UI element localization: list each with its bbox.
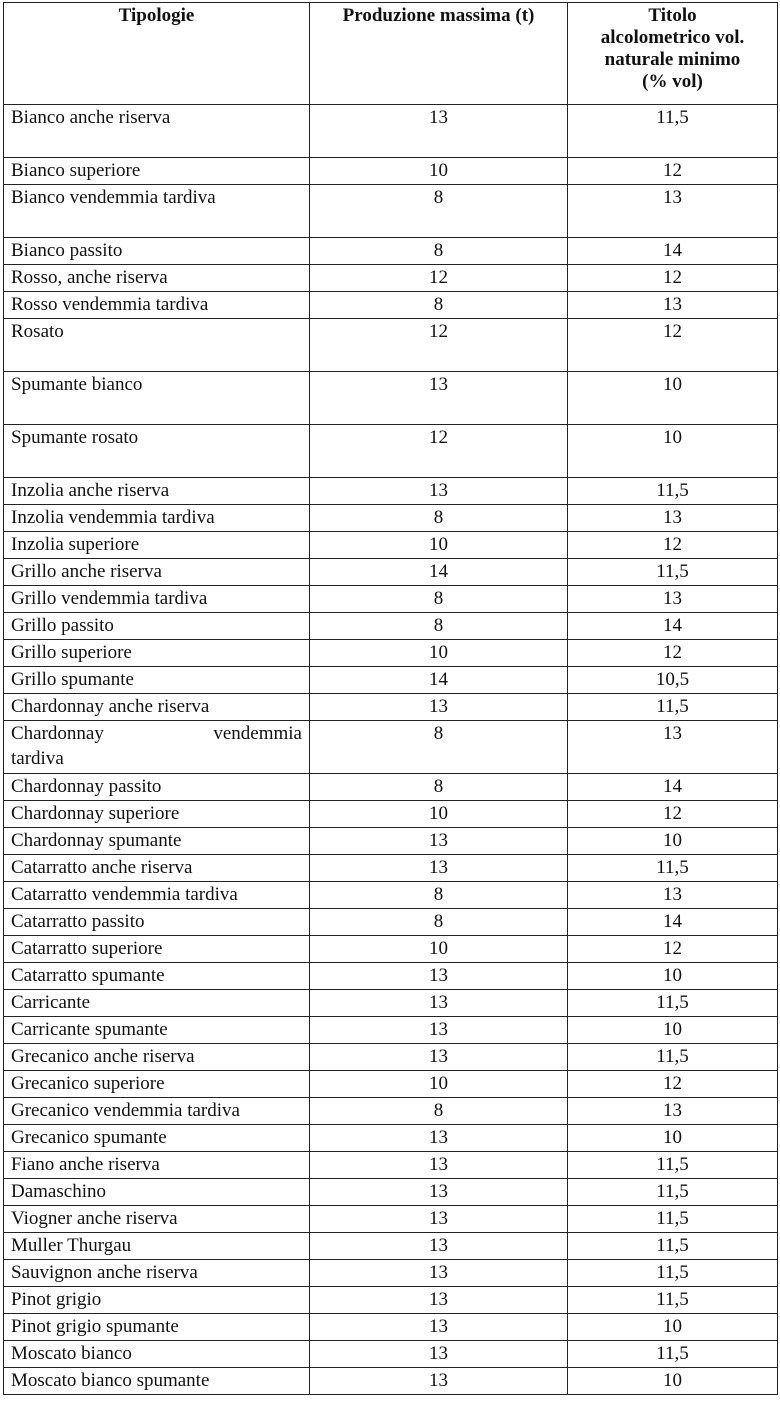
table-row — [4, 1314, 778, 1341]
cell-titolo: 11,5 — [568, 1287, 778, 1314]
cell-produzione: 8 — [310, 721, 568, 774]
cell-titolo: 10,5 — [568, 667, 778, 694]
cell-produzione: 8 — [310, 774, 568, 801]
cell-titolo: 11,5 — [568, 1233, 778, 1260]
cell-tipologia: Grecanico anche riserva — [4, 1044, 310, 1071]
table-row — [4, 1044, 778, 1071]
table-row — [4, 721, 778, 774]
cell-tipologia: Moscato bianco — [4, 1341, 310, 1368]
cell-tipologia: Carricante — [4, 990, 310, 1017]
cell-tipologia: Grecanico vendemmia tardiva — [4, 1098, 310, 1125]
wine-production-table — [3, 2, 778, 1395]
cell-tipologia: Chardonnay spumante — [4, 828, 310, 855]
cell-tipologia: Bianco superiore — [4, 158, 310, 185]
header-titolo — [568, 3, 778, 105]
cell-produzione: 13 — [310, 1341, 568, 1368]
cell-produzione: 13 — [310, 1287, 568, 1314]
table-row — [4, 613, 778, 640]
table-row — [4, 265, 778, 292]
table-row — [4, 1206, 778, 1233]
table-row — [4, 1098, 778, 1125]
cell-titolo: 10 — [568, 1314, 778, 1341]
cell-produzione: 13 — [310, 990, 568, 1017]
table-row — [4, 1368, 778, 1395]
header-titolo-line3: naturale minimo — [604, 49, 741, 70]
cell-produzione: 8 — [310, 238, 568, 265]
cell-produzione: 13 — [310, 1179, 568, 1206]
header-titolo-line2: alcolometrico vol. — [600, 27, 745, 48]
cell-tipologia: Chardonnay anche riserva — [4, 694, 310, 721]
cell-tipologia: Bianco anche riserva — [4, 105, 310, 158]
cell-titolo: 12 — [568, 265, 778, 292]
cell-titolo: 11,5 — [568, 990, 778, 1017]
table-row — [4, 694, 778, 721]
header-row — [4, 3, 778, 105]
cell-titolo: 10 — [568, 372, 778, 425]
cell-produzione: 10 — [310, 1071, 568, 1098]
cell-titolo: 10 — [568, 828, 778, 855]
cell-titolo: 12 — [568, 532, 778, 559]
cell-tipologia: Muller Thurgau — [4, 1233, 310, 1260]
cell-tipologia — [4, 721, 310, 774]
cell-titolo: 13 — [568, 586, 778, 613]
cell-produzione: 8 — [310, 505, 568, 532]
table-row — [4, 1125, 778, 1152]
cell-titolo: 11,5 — [568, 105, 778, 158]
cell-titolo: 11,5 — [568, 855, 778, 882]
cell-tipologia-line1: Chardonnay vendemmia — [11, 723, 302, 744]
cell-titolo: 11,5 — [568, 1341, 778, 1368]
cell-titolo: 14 — [568, 909, 778, 936]
cell-produzione: 13 — [310, 855, 568, 882]
cell-titolo: 12 — [568, 801, 778, 828]
cell-titolo: 10 — [568, 1017, 778, 1044]
table-row — [4, 774, 778, 801]
cell-tipologia: Catarratto anche riserva — [4, 855, 310, 882]
cell-produzione: 13 — [310, 1368, 568, 1395]
cell-produzione: 14 — [310, 559, 568, 586]
table-row — [4, 801, 778, 828]
cell-titolo: 11,5 — [568, 478, 778, 505]
table-row — [4, 372, 778, 425]
cell-titolo: 12 — [568, 1071, 778, 1098]
cell-produzione: 13 — [310, 1260, 568, 1287]
cell-produzione: 8 — [310, 292, 568, 319]
table-row — [4, 963, 778, 990]
table-row — [4, 425, 778, 478]
cell-tipologia: Inzolia superiore — [4, 532, 310, 559]
cell-produzione: 13 — [310, 372, 568, 425]
table-row — [4, 319, 778, 372]
cell-tipologia: Sauvignon anche riserva — [4, 1260, 310, 1287]
cell-produzione: 13 — [310, 1233, 568, 1260]
cell-titolo: 10 — [568, 425, 778, 478]
cell-titolo: 13 — [568, 882, 778, 909]
cell-produzione: 13 — [310, 963, 568, 990]
cell-tipologia: Viogner anche riserva — [4, 1206, 310, 1233]
cell-tipologia: Grillo anche riserva — [4, 559, 310, 586]
cell-produzione: 14 — [310, 667, 568, 694]
cell-titolo: 10 — [568, 1125, 778, 1152]
cell-titolo: 12 — [568, 319, 778, 372]
cell-titolo: 11,5 — [568, 1179, 778, 1206]
cell-tipologia: Grecanico spumante — [4, 1125, 310, 1152]
cell-tipologia: Moscato bianco spumante — [4, 1368, 310, 1395]
cell-titolo: 11,5 — [568, 559, 778, 586]
cell-produzione: 10 — [310, 936, 568, 963]
cell-produzione: 10 — [310, 532, 568, 559]
table-row — [4, 105, 778, 158]
cell-tipologia: Catarratto vendemmia tardiva — [4, 882, 310, 909]
cell-tipologia: Bianco passito — [4, 238, 310, 265]
cell-produzione: 13 — [310, 1206, 568, 1233]
cell-titolo: 11,5 — [568, 1044, 778, 1071]
cell-titolo: 11,5 — [568, 1152, 778, 1179]
cell-tipologia: Grillo vendemmia tardiva — [4, 586, 310, 613]
table-row — [4, 1287, 778, 1314]
table-row — [4, 1233, 778, 1260]
table-row — [4, 185, 778, 238]
table-row — [4, 478, 778, 505]
cell-tipologia: Catarratto superiore — [4, 936, 310, 963]
cell-produzione: 13 — [310, 1152, 568, 1179]
cell-tipologia: Grecanico superiore — [4, 1071, 310, 1098]
cell-tipologia: Spumante bianco — [4, 372, 310, 425]
cell-produzione: 13 — [310, 478, 568, 505]
cell-tipologia: Chardonnay superiore — [4, 801, 310, 828]
cell-tipologia: Fiano anche riserva — [4, 1152, 310, 1179]
cell-tipologia: Damaschino — [4, 1179, 310, 1206]
cell-produzione: 12 — [310, 265, 568, 292]
cell-titolo: 10 — [568, 1368, 778, 1395]
cell-tipologia: Inzolia anche riserva — [4, 478, 310, 505]
table-row — [4, 532, 778, 559]
cell-titolo: 10 — [568, 963, 778, 990]
cell-tipologia: Inzolia vendemmia tardiva — [4, 505, 310, 532]
cell-tipologia: Bianco vendemmia tardiva — [4, 185, 310, 238]
cell-tipologia: Rosato — [4, 319, 310, 372]
cell-produzione: 8 — [310, 586, 568, 613]
table-row — [4, 158, 778, 185]
cell-produzione: 13 — [310, 105, 568, 158]
table-row — [4, 882, 778, 909]
header-titolo-line4: (% vol) — [642, 71, 703, 92]
cell-titolo: 14 — [568, 774, 778, 801]
table-row — [4, 828, 778, 855]
cell-produzione: 10 — [310, 158, 568, 185]
cell-titolo: 11,5 — [568, 1260, 778, 1287]
cell-tipologia: Pinot grigio spumante — [4, 1314, 310, 1341]
cell-titolo: 12 — [568, 936, 778, 963]
table-row — [4, 640, 778, 667]
cell-tipologia: Carricante spumante — [4, 1017, 310, 1044]
cell-tipologia: Rosso vendemmia tardiva — [4, 292, 310, 319]
cell-tipologia: Grillo spumante — [4, 667, 310, 694]
cell-produzione: 13 — [310, 1125, 568, 1152]
table-row — [4, 936, 778, 963]
table-row — [4, 559, 778, 586]
cell-produzione: 8 — [310, 613, 568, 640]
cell-titolo: 12 — [568, 640, 778, 667]
cell-produzione: 12 — [310, 319, 568, 372]
table-row — [4, 1260, 778, 1287]
cell-produzione: 13 — [310, 1044, 568, 1071]
table-row — [4, 1152, 778, 1179]
cell-produzione: 8 — [310, 185, 568, 238]
cell-produzione: 13 — [310, 1314, 568, 1341]
table-row — [4, 909, 778, 936]
cell-produzione: 13 — [310, 828, 568, 855]
cell-tipologia-line2: tardiva — [11, 748, 64, 769]
cell-titolo: 13 — [568, 292, 778, 319]
table-row — [4, 1017, 778, 1044]
table-row — [4, 855, 778, 882]
table-row — [4, 238, 778, 265]
cell-tipologia: Rosso, anche riserva — [4, 265, 310, 292]
table-row — [4, 505, 778, 532]
cell-produzione: 12 — [310, 425, 568, 478]
cell-produzione: 10 — [310, 801, 568, 828]
table-row — [4, 1179, 778, 1206]
table-row — [4, 990, 778, 1017]
table-row — [4, 667, 778, 694]
cell-titolo: 13 — [568, 185, 778, 238]
table-row — [4, 292, 778, 319]
cell-titolo: 14 — [568, 613, 778, 640]
table-row — [4, 1341, 778, 1368]
cell-titolo: 13 — [568, 721, 778, 774]
cell-produzione: 8 — [310, 882, 568, 909]
cell-titolo: 13 — [568, 505, 778, 532]
cell-titolo: 11,5 — [568, 694, 778, 721]
header-produzione: Produzione massima (t) — [310, 3, 568, 105]
cell-titolo: 11,5 — [568, 1206, 778, 1233]
cell-tipologia: Grillo passito — [4, 613, 310, 640]
cell-tipologia: Catarratto passito — [4, 909, 310, 936]
cell-produzione: 13 — [310, 694, 568, 721]
cell-tipologia: Spumante rosato — [4, 425, 310, 478]
table-body — [4, 105, 778, 1395]
cell-tipologia: Pinot grigio — [4, 1287, 310, 1314]
cell-produzione: 10 — [310, 640, 568, 667]
cell-produzione: 13 — [310, 1017, 568, 1044]
table-row — [4, 1071, 778, 1098]
table-row — [4, 586, 778, 613]
cell-tipologia: Chardonnay passito — [4, 774, 310, 801]
cell-tipologia: Catarratto spumante — [4, 963, 310, 990]
cell-produzione: 8 — [310, 909, 568, 936]
cell-titolo: 14 — [568, 238, 778, 265]
cell-titolo: 13 — [568, 1098, 778, 1125]
cell-produzione: 8 — [310, 1098, 568, 1125]
cell-tipologia: Grillo superiore — [4, 640, 310, 667]
header-titolo-line1: Titolo — [648, 5, 697, 26]
header-tipologie: Tipologie — [4, 3, 310, 105]
cell-titolo: 12 — [568, 158, 778, 185]
